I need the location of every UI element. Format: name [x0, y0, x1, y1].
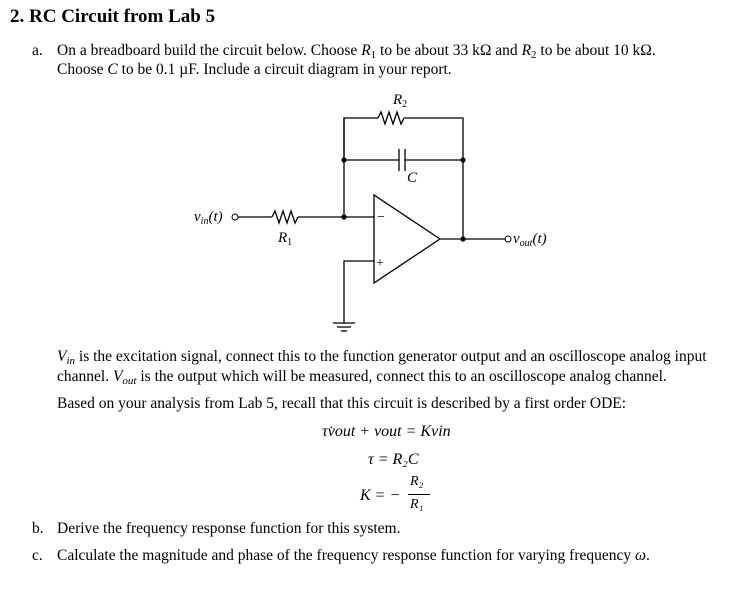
part-a-line-2: Choose C to be 0.1 µF. Include a circuit diagram in your report. — [57, 61, 452, 78]
equation-k-lhs: K = − — [360, 487, 401, 504]
junction-dot — [341, 214, 346, 219]
para-ode-intro: Based on your analysis from Lab 5, recall that this circuit is described by a first order ODE: — [57, 395, 627, 412]
part-a-line-1: On a breadboard build the circuit below. Choose R1 to be about 33 kΩ and R2 to be about 10 kΩ. — [57, 42, 656, 61]
equation-ode: τv̇out + vout = Kvin — [322, 423, 451, 440]
part-c-text: Calculate the magnitude and phase of the frequency response function for varying frequency ω. — [57, 547, 650, 564]
ground-wire — [344, 261, 374, 323]
part-b-marker: b. — [32, 520, 44, 537]
label-r1: $R_1$ — [278, 230, 293, 248]
label-vin: $v_{in}(t)$ — [194, 209, 223, 227]
equation-k-numerator: R₂ — [410, 474, 424, 489]
para-vin: $V_{in}$ is the excitation signal, connect this to the function generator output and an oscilloscope analog input — [57, 348, 707, 367]
junction-dot — [341, 157, 346, 162]
resistor-r2 — [378, 112, 404, 124]
feedback-wire-top — [344, 118, 378, 160]
fraction-bar — [408, 494, 430, 495]
junction-dot — [460, 236, 465, 241]
resistor-r1 — [272, 211, 298, 223]
section-number: 2. — [10, 6, 25, 27]
label-c: C — [407, 170, 418, 186]
equation-k-denominator: R₁ — [410, 497, 424, 512]
minus-sign: − — [377, 210, 385, 225]
junction-dot — [460, 157, 465, 162]
part-c-marker: c. — [32, 547, 43, 564]
section-title: RC Circuit from Lab 5 — [29, 6, 216, 27]
label-vout: $v_{out}(t)$ — [513, 231, 547, 249]
output-terminal — [505, 236, 511, 242]
equation-tau: τ = R₂C — [368, 451, 419, 468]
part-b-text: Derive the frequency response function for this system. — [57, 520, 401, 537]
label-r2: $R_2$ — [393, 92, 408, 110]
input-terminal — [232, 214, 238, 220]
plus-sign: + — [376, 256, 384, 271]
para-vout: channel. $V_{out}$ is the output which will be measured, connect this to an oscilloscope analog channel. — [57, 368, 667, 387]
part-a-marker: a. — [32, 42, 43, 59]
